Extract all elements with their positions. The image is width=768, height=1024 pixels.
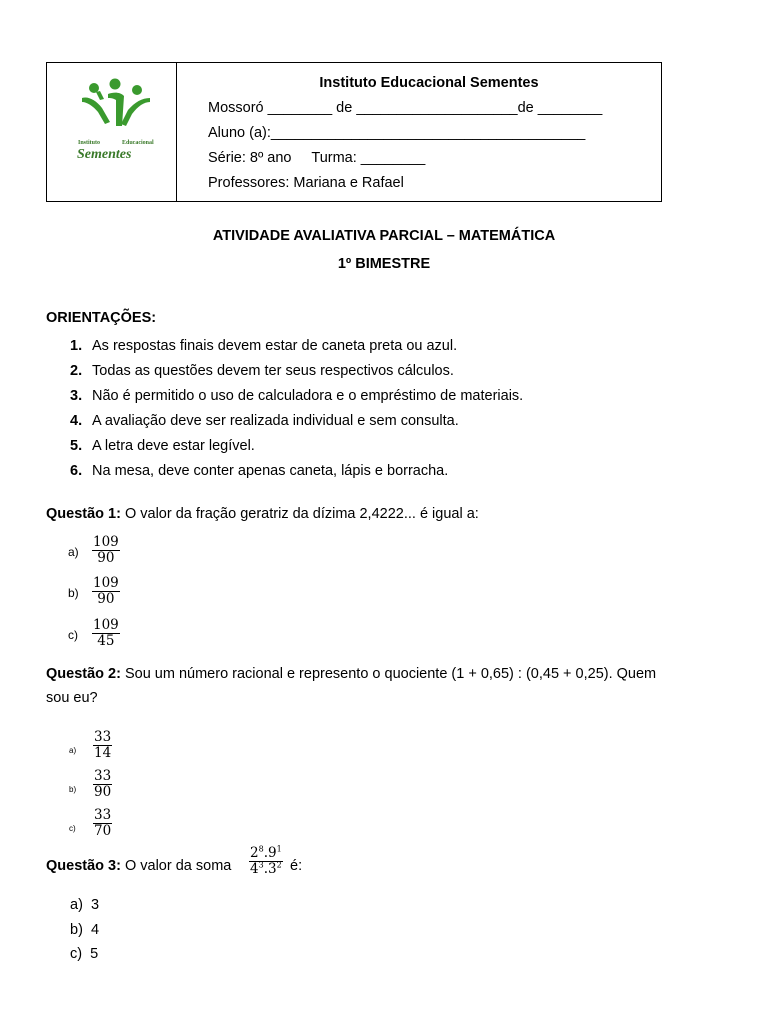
q2-option-c-letter: c) — [69, 824, 76, 833]
denominator: 70 — [94, 823, 112, 839]
q1-option-b-fraction — [92, 576, 120, 607]
numerator: 33 — [94, 807, 112, 823]
question-3-text-end: é: — [290, 858, 303, 874]
q1-option-a-fraction — [92, 535, 120, 566]
numerator: 109 — [93, 534, 119, 550]
guideline-text: A avaliação deve ser realizada individual e sem consulta. — [92, 413, 459, 429]
denominator: 90 — [92, 591, 120, 607]
q3-option-b: b) 4 — [70, 922, 100, 938]
q2-option-a-fraction — [93, 730, 112, 761]
denominator: 45 — [92, 633, 120, 649]
grade-class-line: Série: 8º ano Turma: ________ — [208, 150, 426, 166]
denominator: 90 — [92, 550, 120, 566]
guidelines-heading: ORIENTAÇÕES: — [46, 310, 157, 326]
q3-expression-fraction — [249, 846, 283, 877]
denominator: 90 — [94, 784, 112, 800]
q1-option-a-letter: a) — [68, 545, 79, 559]
guideline-number: 1. — [70, 338, 83, 354]
page-title: ATIVIDADE AVALIATIVA PARCIAL – MATEMÁTICA — [212, 228, 556, 244]
guideline-number: 6. — [70, 463, 83, 479]
svg-text:Educacional: Educacional — [122, 140, 154, 146]
question-1-label: Questão 1: — [46, 506, 121, 522]
q2-option-c-fraction — [93, 808, 112, 839]
question-3-text: O valor da soma — [120, 858, 232, 874]
header-divider — [176, 62, 177, 202]
question-2-text-continued: sou eu? — [46, 690, 98, 706]
svg-text:Sementes: Sementes — [77, 147, 132, 162]
q3-option-c: c) 5 — [70, 946, 99, 962]
guideline-number: 4. — [70, 413, 83, 429]
question-1-text: O valor da fração geratriz da dízima 2,4222... é igual a: — [120, 506, 479, 522]
q2-option-a-letter: a) — [69, 746, 77, 755]
guideline-number: 5. — [70, 438, 83, 454]
q1-option-b-letter: b) — [68, 586, 79, 600]
q3-option-a: a) 3 — [70, 897, 100, 913]
numerator: 109 — [93, 575, 119, 591]
guideline-text: Na mesa, deve conter apenas caneta, lápis e borracha. — [92, 463, 449, 479]
guideline-text: Todas as questões devem ter seus respectivos cálculos. — [92, 363, 454, 379]
q2-option-b-letter: b) — [69, 785, 77, 794]
question-3-label: Questão 3: — [46, 858, 121, 874]
student-name-line: Aluno (a):_______________________________________ — [208, 125, 586, 141]
svg-text:Instituto: Instituto — [78, 140, 101, 146]
numerator: 33 — [94, 768, 112, 784]
page-subtitle: 1º BIMESTRE — [337, 256, 431, 272]
teachers-line: Professores: Mariana e Rafael — [208, 175, 404, 191]
question-2-text: Sou um número racional e represento o quociente (1 + 0,65) : (0,45 + 0,25). Quem — [120, 666, 657, 682]
question-2-statement — [46, 666, 656, 682]
q2-option-b-fraction — [93, 769, 112, 800]
institution-name: Instituto Educacional Sementes — [319, 75, 539, 91]
sprout-people-logo-icon — [74, 78, 166, 162]
denominator: 14 — [94, 745, 112, 761]
question-1-statement — [46, 506, 479, 522]
date-line: Mossoró ________ de ____________________de ________ — [208, 100, 603, 116]
numerator: 33 — [94, 729, 112, 745]
guideline-text: A letra deve estar legível. — [92, 438, 255, 454]
question-3-statement — [46, 858, 231, 874]
guideline-text: Não é permitido o uso de calculadora e o empréstimo de materiais. — [92, 388, 524, 404]
school-logo — [74, 78, 166, 162]
guideline-text: As respostas finais devem estar de caneta preta ou azul. — [92, 338, 458, 354]
guideline-number: 2. — [70, 363, 83, 379]
q1-option-c-letter: c) — [68, 628, 78, 642]
numerator: 109 — [93, 617, 119, 633]
question-2-label: Questão 2: — [46, 666, 121, 682]
expression-denominator: $4^3.3^2$ — [250, 860, 282, 877]
q1-option-c-fraction — [92, 618, 120, 649]
expression-numerator: $2^8.9^1$ — [250, 844, 282, 861]
guideline-number: 3. — [70, 388, 83, 404]
